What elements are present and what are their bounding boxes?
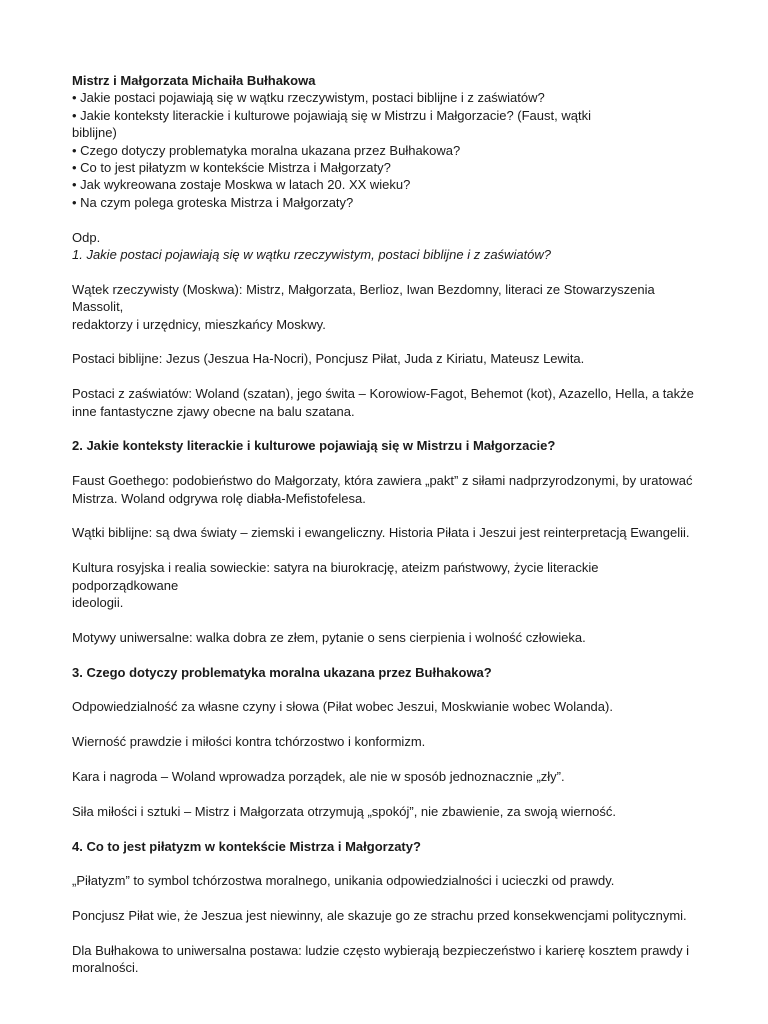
- question-list-item: • Jakie konteksty literackie i kulturowe pojawiają się w Mistrzu i Małgorzacie? (Faust, wątki: [72, 107, 702, 124]
- question-list-item: • Na czym polega groteska Mistrza i Małgorzaty?: [72, 194, 702, 211]
- section-heading-4: 4. Co to jest piłatyzm w kontekście Mistrza i Małgorzaty?: [72, 838, 421, 854]
- question-list-item-continuation: biblijne): [72, 125, 117, 141]
- paragraph-line: Mistrza. Woland odgrywa rolę diabła-Mefistofelesa.: [72, 490, 366, 506]
- paragraph-line: redaktorzy i urzędnicy, mieszkańcy Moskwy.: [72, 316, 326, 332]
- paragraph-line: Kara i nagroda – Woland wprowadza porządek, ale nie w sposób jednoznacznie „zły”.: [72, 769, 565, 785]
- question-list-item: • Jak wykreowana zostaje Moskwa w latach 20. XX wieku?: [72, 176, 702, 193]
- paragraph-line: Wątek rzeczywisty (Moskwa): Mistrz, Małgorzata, Berlioz, Iwan Bezdomny, literaci ze Stowarzyszenia Massolit,: [72, 281, 655, 315]
- paragraph-line: Siła miłości i sztuki – Mistrz i Małgorzata otrzymują „spokój”, nie zbawienie, za swoją wierność.: [72, 803, 617, 819]
- paragraph-line: Kultura rosyjska i realia sowieckie: satyra na biurokrację, ateizm państwowy, życie literackie podporządkowane: [72, 560, 599, 593]
- paragraph-line: Postaci z zaświatów: Woland (szatan), jego świta – Korowiow-Fagot, Behemot (kot), Azazello, Hella, a także: [72, 386, 694, 402]
- question-list-item: • Czego dotyczy problematyka moralna ukazana przez Bułhakowa?: [72, 142, 702, 159]
- paragraph-line: Motywy uniwersalne: walka dobra ze złem, pytanie o sens cierpienia i wolność człowieka.: [72, 629, 586, 645]
- paragraph-line: moralności.: [72, 960, 139, 976]
- paragraph-line: ideologii.: [72, 595, 124, 611]
- paragraph-line: Poncjusz Piłat wie, że Jeszua jest niewinny, ale skazuje go ze strachu przed konsekwencjami politycznymi.: [72, 908, 687, 924]
- document-page: [72, 72, 702, 977]
- document-title: Mistrz i Małgorzata Michaiła Bułhakowa: [72, 73, 316, 88]
- paragraph-line: Odpowiedzialność za własne czyny i słowa (Piłat wobec Jeszui, Moskwianie wobec Wolanda).: [72, 699, 613, 715]
- section-heading-2: 2. Jakie konteksty literackie i kulturowe pojawiają się w Mistrzu i Małgorzacie?: [72, 438, 556, 454]
- paragraph-line: Postaci biblijne: Jezus (Jeszua Ha-Nocri), Poncjusz Piłat, Juda z Kiriatu, Mateusz Lewita.: [72, 351, 585, 367]
- paragraph-line: Wierność prawdzie i miłości kontra tchórzostwo i konformizm.: [72, 734, 426, 750]
- question-list-item: • Co to jest piłatyzm w kontekście Mistrza i Małgorzaty?: [72, 159, 702, 176]
- section-heading-3: 3. Czego dotyczy problematyka moralna ukazana przez Bułhakowa?: [72, 664, 492, 680]
- answer-label: Odp.: [72, 229, 101, 245]
- question-list-item: • Jakie postaci pojawiają się w wątku rzeczywistym, postaci biblijne i z zaświatów?: [72, 89, 702, 106]
- paragraph-line: Faust Goethego: podobieństwo do Małgorzaty, która zawiera „pakt” z siłami nadprzyrodzonymi, by uratować: [72, 473, 693, 489]
- section-heading-1: 1. Jakie postaci pojawiają się w wątku rzeczywistym, postaci biblijne i z zaświatów?: [72, 247, 552, 263]
- paragraph-line: inne fantastyczne zjawy obecne na balu szatana.: [72, 403, 355, 419]
- paragraph-line: Dla Bułhakowa to uniwersalna postawa: ludzie często wybierają bezpieczeństwo i karierę kosztem prawdy i: [72, 943, 690, 959]
- paragraph-line: „Piłatyzm” to symbol tchórzostwa moralnego, unikania odpowiedzialności i ucieczki od prawdy.: [72, 873, 615, 889]
- paragraph-line: Wątki biblijne: są dwa światy – ziemski i ewangeliczny. Historia Piłata i Jeszui jest reinterpretacją Ewangelii.: [72, 525, 690, 541]
